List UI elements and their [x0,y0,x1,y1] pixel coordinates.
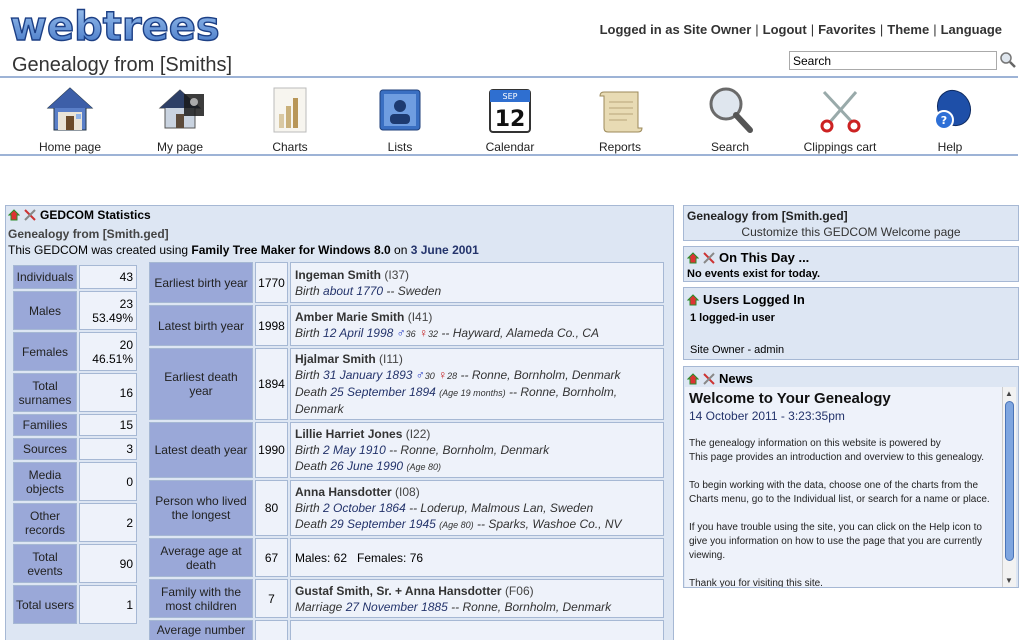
record-detail [290,348,664,420]
stat-label: Media objects [13,462,77,501]
table-row [13,585,137,624]
record-value: 1894 [255,348,288,420]
logged-in-link[interactable]: Logged in as Site Owner [599,22,752,37]
search-input[interactable] [789,51,997,70]
gedcom-welcome-block [683,205,1019,241]
stat-value: 2 [79,503,137,542]
record-detail [290,305,664,346]
table-row [149,305,664,346]
event-line: Death 25 September 1894 (Age 19 months) -- Ronne, Bornholm, Denmark [295,385,618,416]
block-config-icon[interactable] [687,373,699,385]
news-block [683,366,1019,588]
menu-label: Clippings cart [803,140,877,154]
stat-label: Sources [13,438,77,460]
event-line: Death 29 September 1945 (Age 80) -- Sparks, Washoe Co., NV [295,516,622,531]
gedcom-statistics-block [5,205,674,640]
block-config-icon[interactable] [8,209,20,221]
table-row [13,414,137,436]
favorites-menu[interactable]: Favorites [818,22,876,37]
header-divider [0,76,1018,78]
stat-label: Total users [13,585,77,624]
svg-text:12: 12 [494,107,526,132]
table-row [13,332,137,371]
search-icon[interactable] [999,51,1017,69]
male-symbol-icon: ♂ [396,326,406,340]
table-row [13,373,137,412]
record-detail [290,262,664,303]
family-id: (F06) [504,583,534,598]
table-row [149,480,664,536]
record-label: Family with the most children [149,579,253,618]
created-prefix: This GEDCOM was created using [8,243,192,257]
person-link[interactable]: Lillie Harriet Jones [295,426,403,441]
table-row [149,422,664,478]
magnifier-icon [704,84,756,136]
menu-label: Help [937,140,963,154]
person-id: (I11) [379,352,403,366]
block-config-icon[interactable] [687,252,699,264]
record-label: Person who lived the longest [149,480,253,536]
family-link[interactable]: Gustaf Smith, Sr. + Anna Hansdotter [295,583,502,598]
table-row [149,579,664,618]
table-row [149,348,664,420]
event-line: Birth 2 October 1864 -- Loderup, Malmous Lan, Sweden [295,500,594,515]
svg-text:webtrees: webtrees [10,6,220,50]
menu-charts[interactable] [235,84,345,156]
main-menu [0,80,1018,156]
stat-label: Females [13,332,77,371]
stat-value: 16 [79,373,137,412]
menu-label: Search [710,140,750,154]
stat-value: 3 [79,438,137,460]
menu-label: Charts [272,140,308,154]
record-detail [290,579,664,618]
menu-home-page[interactable] [15,84,125,156]
menu-label: My page [156,140,204,154]
record-value: 1990 [255,422,288,478]
menu-search[interactable] [675,84,785,156]
record-label: Average number [149,620,253,640]
calendar-icon [484,84,536,136]
news-header [687,371,753,386]
menu-label: Calendar [485,140,535,154]
table-row [13,291,137,330]
event-date-link[interactable]: 27 November 1885 [345,599,448,614]
female-symbol-icon: ♀ [419,326,429,340]
my-page-icon [154,84,206,136]
menu-calendar[interactable] [455,84,565,156]
users-count: 1 logged-in user [690,312,775,324]
scissors-icon [814,84,866,136]
record-detail [290,422,664,478]
record-value: 80 [255,480,288,536]
stat-value: 90 [79,544,137,583]
stat-value: 23 53.49% [79,291,137,330]
scroll-icon [594,84,646,136]
stat-value: 15 [79,414,137,436]
stat-label: Total surnames [13,373,77,412]
news-title: News [719,371,753,386]
event-line: Death 26 June 1990 (Age 80) [295,458,441,473]
news-scrollbar[interactable] [1002,387,1016,587]
event-date-link[interactable]: 29 September 1945 [330,516,436,531]
on-this-day-block [683,246,1019,282]
stat-value: 20 46.51% [79,332,137,371]
record-detail [290,620,664,640]
block-config-icon[interactable] [687,294,699,306]
chart-icon [264,84,316,136]
menu-lists[interactable] [345,84,455,156]
stat-label: Males [13,291,77,330]
table-row [13,462,137,501]
lists-icon [374,84,426,136]
users-header [687,292,805,307]
news-content [685,387,1003,587]
scroll-down-icon[interactable]: ▼ [1005,576,1013,585]
stat-value: 0 [79,462,137,501]
event-date-link[interactable]: 25 September 1894 [330,385,436,399]
person-id: (I41) [407,310,433,324]
person-id: (I08) [395,484,420,499]
no-events-text: No events exist for today. [687,268,821,280]
table-row [13,544,137,583]
male-symbol-icon: ♂ [415,368,425,382]
help-mouse-icon [924,84,976,136]
record-value: 1998 [255,305,288,346]
news-heading: Welcome to Your Genealogy [689,390,891,407]
table-row [13,438,137,460]
event-date-link[interactable]: 26 June 1990 [330,458,404,473]
female-symbol-icon: ♀ [438,368,448,382]
person-link[interactable]: Anna Hansdotter [295,484,392,499]
svg-text:SEP: SEP [502,92,518,101]
table-row [149,538,664,577]
table-row [149,262,664,303]
record-label: Earliest death year [149,348,253,420]
menu-label: Reports [598,140,642,154]
person-link[interactable]: Hjalmar Smith [295,352,376,366]
customize-welcome-link[interactable]: Customize this GEDCOM Welcome page [741,225,961,239]
person-id: (I37) [384,267,410,282]
house-icon [44,84,96,136]
webtrees-logo[interactable] [8,6,240,50]
record-label: Latest birth year [149,305,253,346]
menu-label: Home page [38,140,102,154]
event-date-link[interactable]: 2 October 1864 [323,500,406,515]
stat-label: Individuals [13,265,77,289]
language-menu[interactable]: Language [940,22,1002,37]
on-this-day-header [687,250,809,265]
menu-clippings-cart[interactable] [785,84,895,156]
site-title: Genealogy from [Smiths] [12,54,233,76]
table-row [13,503,137,542]
person-id: (I22) [405,426,431,441]
svg-text:?: ? [940,114,948,127]
stats-counts-table [11,263,139,626]
stats-created-line [8,243,479,257]
record-label: Earliest birth year [149,262,253,303]
stats-subtitle: Genealogy from [Smith.ged] [8,227,169,241]
users-title: Users Logged In [703,292,805,307]
event-line: Birth 12 April 1998 ♂36 ♀32 -- Hayward, Alameda Co., CA [295,326,599,340]
record-label: Average age at death [149,538,253,577]
event-line: Birth 2 May 1910 -- Ronne, Bornholm, Denmark [295,442,550,457]
theme-menu[interactable]: Theme [887,22,930,37]
block-tools-icon[interactable] [703,252,715,264]
logout-link[interactable]: Logout [762,22,807,37]
news-paragraph: Thank you for visiting this site. [689,578,823,587]
stat-label: Total events [13,544,77,583]
user-nav: Logged in as Site Owner | Logout | Favorites | Theme | Language [599,22,1002,37]
created-date[interactable]: 3 June 2001 [410,243,479,257]
event-date-link[interactable]: 2 May 1910 [323,442,386,457]
table-row [149,620,664,640]
stats-title: GEDCOM Statistics [40,208,151,222]
event-line: Marriage 27 November 1885 -- Ronne, Bornholm, Denmark [295,599,612,614]
record-value: 67 [255,538,288,577]
news-paragraph: The genealogy information on this website is powered by This page provides an introduction and overview to this genealogy. [689,438,984,463]
menu-my-page[interactable] [125,84,235,156]
record-value: 1770 [255,262,288,303]
news-paragraph: To begin working with the data, choose one of the charts from the Charts menu, go to the Individual list, or search for a name or place. [689,480,990,505]
on-this-day-title: On This Day ... [719,250,810,265]
table-row [13,265,137,289]
welcome-title: Genealogy from [Smith.ged] [687,209,848,223]
scroll-thumb[interactable] [1005,401,1014,561]
created-on: on [390,243,411,257]
users-logged-in-block [683,287,1019,360]
person-link[interactable]: Ingeman Smith [295,267,382,282]
record-value: 7 [255,579,288,618]
event-date-link[interactable]: 31 January 1893 [323,368,413,382]
scroll-up-icon[interactable]: ▲ [1005,389,1013,398]
record-label: Latest death year [149,422,253,478]
stats-block-header [8,208,151,222]
menu-reports[interactable] [565,84,675,156]
record-detail: Males: 62 Females: 76 [290,538,664,577]
event-date-link[interactable]: about 1770 [323,283,384,298]
block-tools-icon[interactable] [703,373,715,385]
software-name: Family Tree Maker for Windows 8.0 [191,243,391,257]
news-date: 14 October 2011 - 3:23:35pm [689,409,845,423]
event-line: Birth about 1770 -- Sweden [295,283,442,298]
menu-help[interactable] [895,84,1005,156]
user-entry[interactable]: Site Owner - admin [690,344,785,356]
menu-label: Lists [387,140,413,154]
record-value [255,620,288,640]
stat-label: Other records [13,503,77,542]
stat-value: 1 [79,585,137,624]
stats-records-table [147,260,666,640]
stat-value: 43 [79,265,137,289]
record-detail [290,480,664,536]
person-link[interactable]: Amber Marie Smith [295,310,405,324]
stat-label: Families [13,414,77,436]
event-line: Birth 31 January 1893 ♂30 ♀28 -- Ronne, Bornholm, Denmark [295,368,621,382]
news-paragraph: If you have trouble using the site, you can click on the Help icon to give you information on how to use the page that you are currently viewing. [689,522,982,561]
event-date-link[interactable]: 12 April 1998 [323,326,394,340]
block-tools-icon[interactable] [24,209,36,221]
